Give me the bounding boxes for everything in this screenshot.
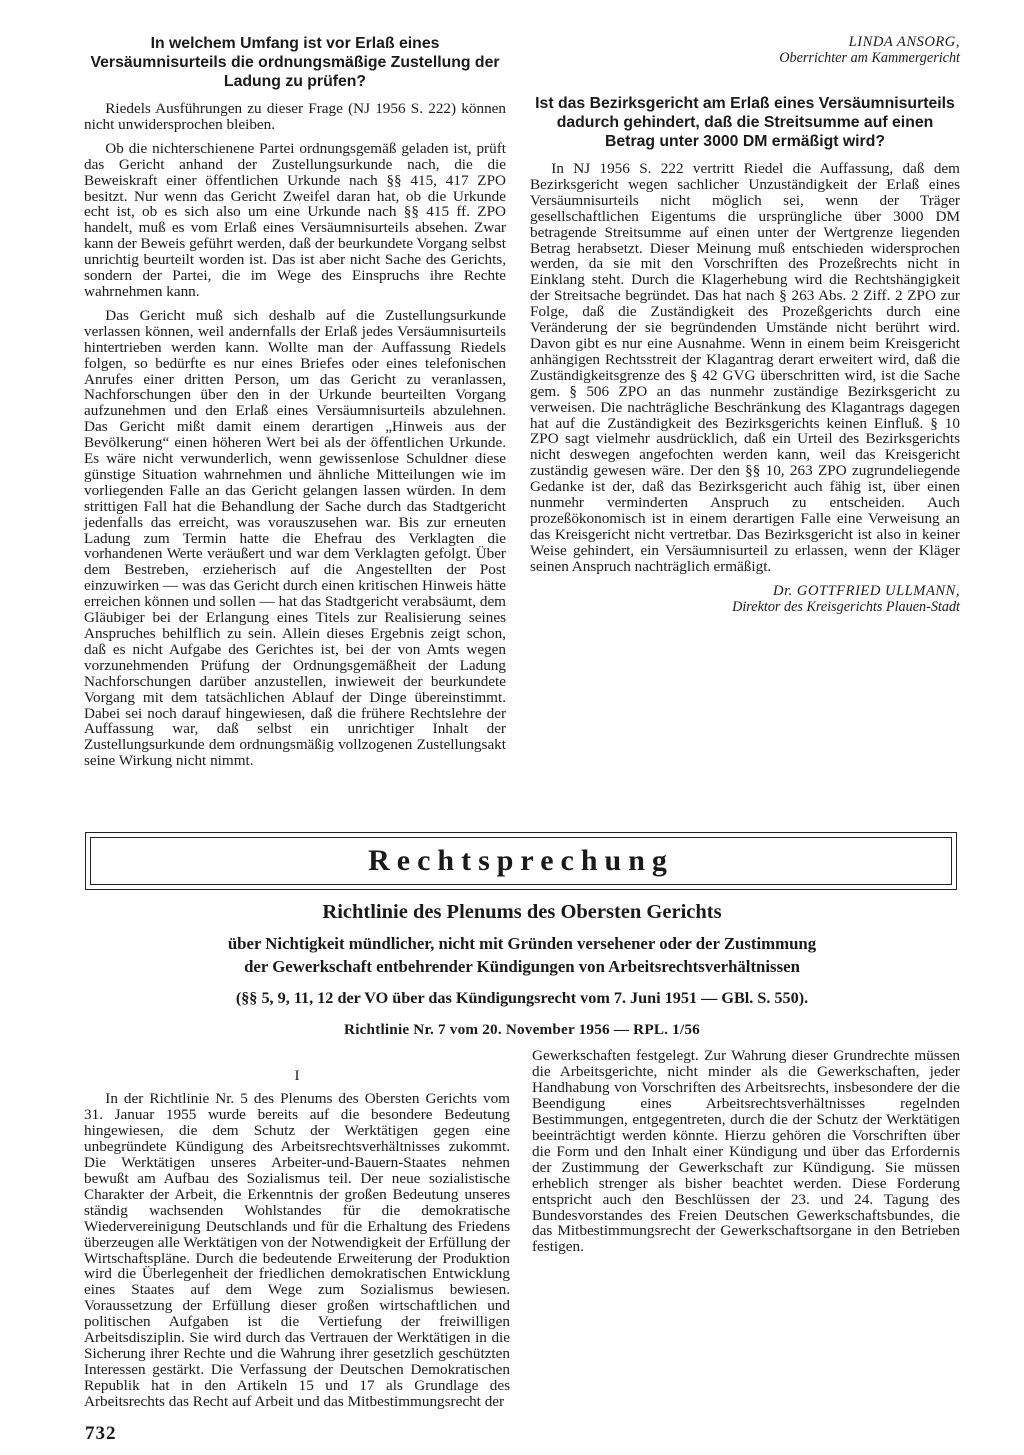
decision-subtitle: über Nichtigkeit mündlicher, nicht mit Gründen versehener oder der Zustimmung [227,934,817,953]
article-paragraph: Das Gericht muß sich deshalb auf die Zustellungsurkunde verlassen können, weil andernfalls der Erlaß jedes Versäumnisurteils hintertrieben werden kann. Wollte man der Auffassung Riedels folgen, so bedürfte es nur eines Briefes oder eines telefonischen Anrufes einer dritten Person, um das Gericht zu veranlassen, Nachforschungen über den in der Urkunde beurteilten Vorgang aufzunehmen und den Erlaß eines Versäumnisurteils abzulehnen. Das Gericht mißt damit einem derartigen „Hinweis aus der Bevölkerung“ einen höheren Wert bei als der öffentlichen Urkunde. Es wäre nicht verwunderlich, wenn gewissenlose Schuldner diese günstige Situation wahrnehmen und ähnliche Mitteilungen wie im vorliegenden Falle an das Gericht gelangen lassen würden. In dem strittigen Fall hat die Behandlung der Sache durch das Stadtgericht jedenfalls das erreicht, was vorauszusehen war. Bis zur erneuten Ladung zum Termin hatte die Ehefrau des Verklagten die vorhandenen Werte veräußert und war dem Verklagten gefolgt. Über dem Bestreben, erzieherisch auf die Angestellten der Post einzuwirken — was das Gericht durch einen kritischen Hinweis hätte erreichen können und sollen — hat das Stadtgericht verabsäumt, dem Gläubiger bei der Erlangung eines Titels zur Realisierung seines Anspruches behilflich zu sein. Allein dieses Ergebnis zeigt schon, daß es nicht Aufgabe des Gerichtes ist, bei der von Amts wegen vorzunehmenden Prüfung der Ordnungsgemäßheit der Ladung Nachforschungen darüber anzustellen, inwieweit der beurkundete Vorgang mit dem tatsächlichen Ablauf der Dinge übereinstimmt. Dabei sei noch darauf hingewiesen, daß die frühere Rechtslehre der Auffassung war, daß selbst ein unrichtiger Inhalt der Zustellungsurkunde dem ordnungsmäßig vollzogenen Zustellungsakt seine Wirkung nicht nimmt. [84,306,506,770]
column-bottom-left [84,1068,510,1410]
section-banner-frame [90,837,952,885]
section-numeral: I [294,1068,300,1084]
decision-reference: Richtlinie Nr. 7 vom 20. November 1956 — RPL. 1/56 [344,1021,700,1038]
decision-header [84,898,960,1040]
column-bottom-right [532,1048,960,1255]
decision-body-left: In der Richtlinie Nr. 5 des Plenums des Obersten Gerichts vom 31. Januar 1955 wurde bereits auf die besondere Bedeutung hingewiesen, die dem Schutz der Werktätigen gegen eine unbegründete Kündigung des Arbeitsrechtsverhältnisses zukommt. Die Werktätigen unseres Arbeiter-und-Bauern-Staates nehmen bewußt am Aufbau des Sozialismus teil. Der neue sozialistische Charakter der Arbeit, die Erkenntnis der großen Bedeutung unseres ständig wachsenden Wohlstandes für die demokratische Wiedervereinigung Deutschlands und für die Erhaltung des Friedens überzeugen alle Werktätigen von der Notwendigkeit der Erfüllung der Wirtschaftspläne. Durch die bedeutende Erweiterung der Produktion wird die Überlegenheit der friedlichen demokratischen Entwicklung eines Staates auf dem Wege zum Sozialismus bewiesen. Voraussetzung der Erfüllung dieser großen wirtschaftlichen und politischen Aufgaben ist die Vertiefung der freiwilligen Arbeitsdisziplin. Sie wird durch das Vertrauen der Werktätigen in die Sicherung ihrer Rechte und die Wahrung ihrer gesetzlich geschützten Interessen gestärkt. Die Verfassung der Deutschen Demokratischen Republik hat in den Artikeln 15 und 17 als Grundlage des Arbeitsrechts das Recht auf Arbeit und das Mitbestimmungsrecht der [84,1090,510,1411]
article-paragraph: Ob die nichterschienene Partei ordnungsgemäß geladen ist, prüft das Gericht anhand der Zustellungsurkunde nach, die die Beweiskraft einer öffentlichen Urkunde nach §§ 415, 417 ZPO besitzt. Nur wenn das Gericht Zweifel daran hat, ob die Urkunde echt ist, ob es sich also um eine Urkunde nach §§ 415 ff. ZPO handelt, muß es vom Erlaß eines Versäumnisurteils absehen. Zwar kann der Beweis geführt werden, daß der beurkundete Vorgang selbst unrichtig beurteilt worden ist. Das ist aber nicht Sache des Gerichts, sondern der Partei, die im Wege des Einspruchs ihre Rechte wahrnehmen kann. [84,139,506,300]
article-paragraph: Riedels Ausführungen zu dieser Frage (NJ 1956 S. 222) können nicht unwidersprochen bleiben. [84,100,506,133]
article-title: In welchem Umfang ist vor Erlaß eines Versäumnisurteils die ordnungsmäßige Zustellung der Ladung zu prüfen? [90,35,500,90]
article-title: Ist das Bezirksgericht am Erlaß eines Versäumnisurteils dadurch gehindert, daß die Streitsumme auf einen Betrag unter 3000 DM ermäßigt wird? [535,95,955,150]
section-banner [85,832,957,890]
column-top-right [530,34,960,615]
author-title: Oberrichter am Kammergericht [779,50,960,66]
section-heading: Rechtsprechung [368,844,674,877]
author-name: Dr. GOTTFRIED ULLMANN, [773,582,960,599]
decision-body-right: Gewerkschaften festgelegt. Zur Wahrung dieser Grundrechte müssen die Arbeitsgerichte, nicht minder als die Gewerkschaften, jeder Handhabung von Vorschriften des Arbeitsrechts, insbesondere der die Beendigung eines Arbeitsrechtsverhältnisses regelnden Bestimmungen, entgegentreten, durch die der Schutz der Werktätigen beeinträchtigt werden könnte. Hierzu gehören die Vorschriften über die Form und den Inhalt einer Kündigung und über das Erfordernis der Zustimmung der Gewerkschaft zur Kündigung. Sie müssen erheblich strenger als bisher beachtet werden. Diese Forderung entspricht auch den Beschlüssen der 23. und 24. Tagung des Bundesvorstandes des Freien Deutschen Gewerkschaftsbundes, die das Mitbestimmungsrecht der Gewerkschaftsorgane in den Betrieben festigen. [532,1047,960,1256]
decision-title: Richtlinie des Plenums des Obersten Gerichts [322,901,722,923]
author-name: LINDA ANSORG, [848,34,960,50]
author-title: Direktor des Kreisgerichts Plauen-Stadt [732,598,960,615]
page-number: 732 [85,1423,117,1444]
decision-legal-reference: (§§ 5, 9, 11, 12 der VO über das Kündigungsrecht vom 7. Juni 1951 — GBl. S. 550). [235,989,809,1007]
article-paragraph: In NJ 1956 S. 222 vertritt Riedel die Auffassung, daß dem Bezirksgericht wegen sachlicher Unzuständigkeit der Erlaß eines Versäumnisurteils nicht möglich sei, wenn der Träger gesellschaftlichen Eigentums die ursprüngliche über 3000 DM betragende Streitsumme auf einen unter der Wertgrenze liegenden Betrag herabsetzt. Dieser Meinung muß entschieden widersprochen werden, da sie mit den Vorschriften des Prozeßrechts nicht in Einklang steht. Durch die Klagerhebung wird die Rechtshängigkeit der Streitsache begründet. Das hat nach § 263 Abs. 2 Ziff. 2 ZPO zur Folge, daß die Zuständigkeit des Prozeßgerichts durch eine Veränderung der sie begründenden Umstände nicht berührt wird. Davon gibt es nur eine Ausnahme. Wenn in einem beim Kreisgericht anhängigen Rechtsstreit der Klagantrag derart erweitert wird, daß die Zuständigkeitsgrenze des § 42 GVG überschritten wird, ist die Sache gem. § 506 ZPO an das nunmehr zuständige Bezirksgericht zu verweisen. Die nachträgliche Beschränkung des Klagantrags dagegen hat auf die Zuständigkeit des Bezirksgerichts keinen Einfluß. § 10 ZPO sagt vielmehr ausdrücklich, daß ein Urteil des Bezirksgerichts nicht deswegen angefochten werden kann, weil das Kreisgericht zuständig gewesen wäre. Der den §§ 10, 263 ZPO zugrundeliegende Gedanke ist der, daß das Bezirksgericht auch fähig ist, über einen nunmehr verminderten Anspruch zu entscheiden. Auch prozeßökonomisch ist in einem derartigen Falle eine Verweisung an das Kreisgericht nicht vertretbar. Das Bezirksgericht ist also in keiner Weise gehindert, ein Versäumnisurteil zu erlassen, wenn der Kläger seinen Anspruch nachträglich ermäßigt. [530,160,960,575]
decision-subtitle: der Gewerkschaft entbehrender Kündigungen von Arbeitsrechtsverhältnissen [244,957,800,976]
column-top-left [84,34,506,777]
